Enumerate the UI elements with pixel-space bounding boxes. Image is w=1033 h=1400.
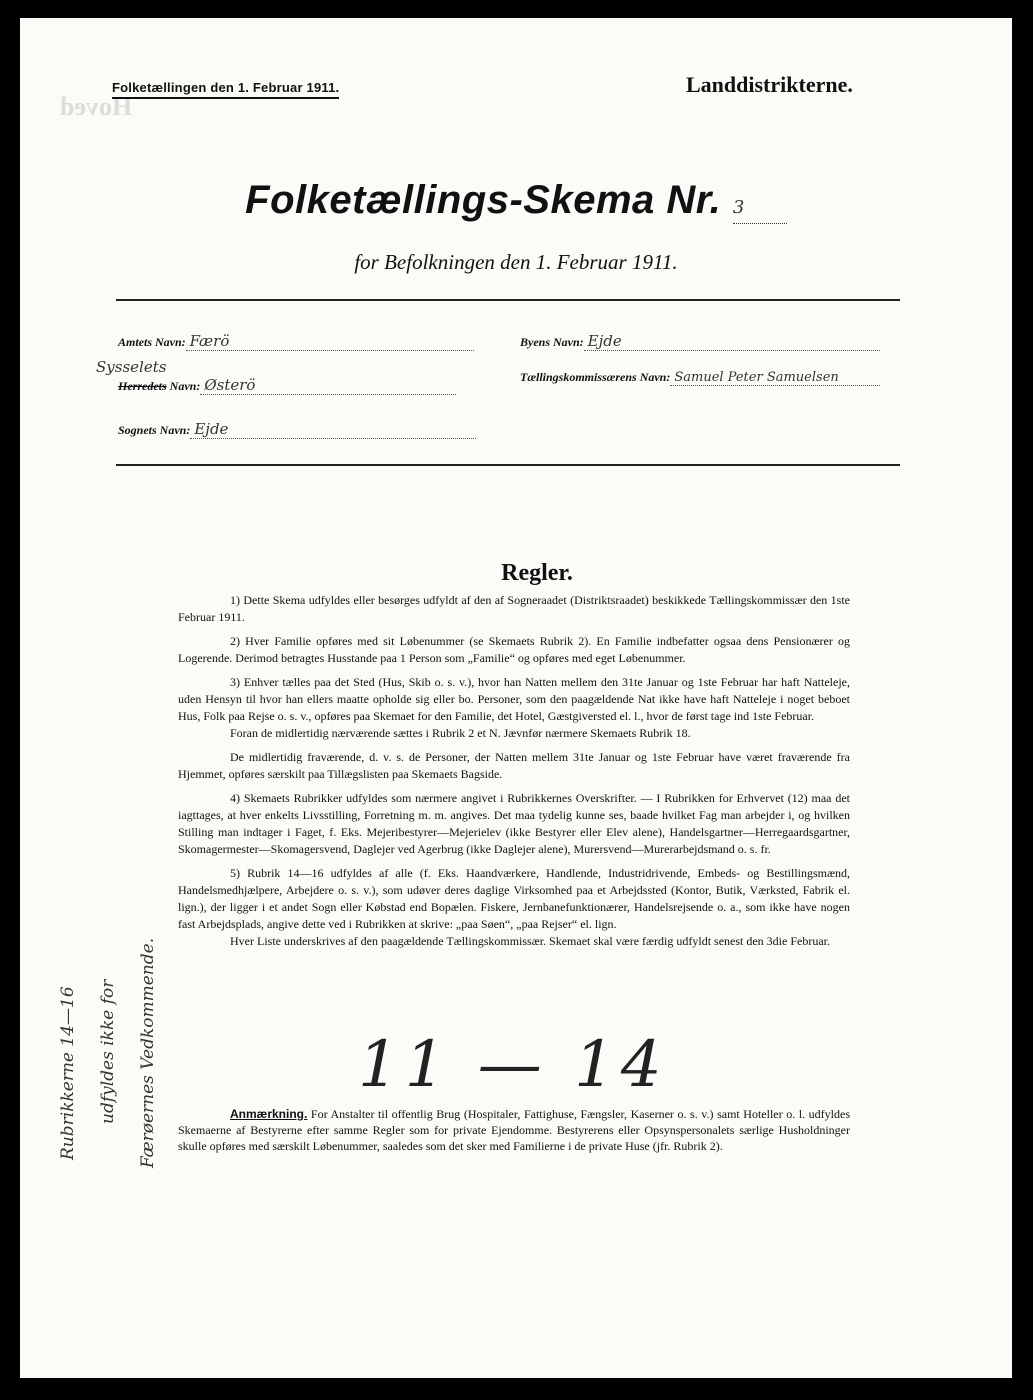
rule-paragraph: 1) Dette Skema udfyldes eller besørges udfyldt af den af Sogneraadet (Distriktsraadet) beskikkede Tællingskommissær den 1ste Februar 1911. (178, 593, 850, 624)
kommissaer-label: Tællingskommissærens Navn: (520, 370, 671, 384)
rule-paragraph: 2) Hver Familie opføres med sit Løbenummer (se Skemaets Rubrik 2). En Familie indbefatter ogsaa dens Pensionærer og Logerende. Derimod betragtes Husstande paa 1 Person som „Familie“ og opføres med eget Løbenummer. (178, 634, 850, 665)
note-label: Anmærkning. (230, 1107, 308, 1121)
rules-body (178, 592, 850, 957)
byens-value: Ejde (587, 332, 622, 350)
sogn-value: Ejde (194, 420, 229, 438)
header-district-type: Landdistrikterne. (686, 72, 853, 97)
handwritten-range: 11 — 14 (358, 1028, 668, 1102)
rule-paragraph: Hver Liste underskrives af den paagældende Tællingskommissær. Skemaet skal være færdig udfyldt senest den 3die Februar. (230, 934, 830, 948)
divider-top (116, 299, 900, 301)
kommissaer-field (520, 370, 880, 386)
rule-paragraph: 3) Enhver tælles paa det Sted (Hus, Skib o. s. v.), hvor han Natten mellem den 31te Januar og 1ste Februar har haft Natteleje, uden Hensyn til hvor han ellers maatte opholde sig eller bo. Personer, som den paagældende Nat ikke have haft Natteleje i noget beboet Hus, Folk paa Rejse o. s. v., opføres paa Skemaet for den Familie, det Hotel, Gæstgiversted el. l., hvor de først tage ind 1ste Februar. (178, 675, 850, 723)
form-title-text: Folketællings-Skema Nr. (245, 178, 722, 222)
rule-paragraph: 5) Rubrik 14—16 udfyldes af alle (f. Eks. Haandværkere, Handlende, Industridrivende, Embeds- og Bestillingsmænd, Handelsmedhjælpere, Arbejdere o. s. v.), som udøver deres daglige Virksomhed paa et Arbejdssted (Kontor, Butik, Værksted, Fabrik el. lign.), der ligger i et andet Sogn eller Købstad end Bopælen. Fiskere, Jernbanefunktionærer, Handelsrejsende o. a., som ikke have nogen fast Arbejdsplads, angive dette ved i Rubrikken at skrive: „paa Søen“, „paa Rejser“ el. lign. (178, 866, 850, 931)
herred-label-struck: Herredets (118, 379, 167, 393)
amt-field (118, 332, 474, 351)
byens-label: Byens Navn: (520, 335, 584, 349)
amt-label: Amtets Navn: (118, 335, 186, 349)
bleed-through-mark: Hoved (60, 92, 133, 121)
herred-field (118, 376, 456, 395)
sogn-field (118, 420, 476, 439)
rule-paragraph: Foran de midlertidig nærværende sættes i Rubrik 2 et N. Jævnfør nærmere Skemaets Rubrik 18. (230, 726, 691, 740)
margin-note-line-2: udfyldes ikke for (98, 979, 118, 1124)
note-text: For Anstalter til offentlig Brug (Hospitaler, Fattighuse, Fængsler, Kaserner o. s. v.) samt Hoteller o. l. udfyldes Skemaerne af Bestyrerne efter samme Regler som for private Ejendomme. Bestyrerens eller Opsynspersonalets særlige Husholdninger skulle opføres med særskilt Løbenummer, saaledes som det sker med Familierne i de private Huse (jfr. Rubrik 2). (178, 1107, 850, 1153)
margin-note-line-3: Færøernes Vedkommende. (138, 937, 158, 1168)
form-title (20, 178, 1012, 224)
form-subtitle: for Befolkningen den 1. Februar 1911. (354, 250, 678, 274)
form-number-field (733, 178, 787, 224)
header-census-date: Folketællingen den 1. Februar 1911. (112, 80, 339, 99)
herred-label-suffix: Navn: (169, 379, 201, 393)
margin-note-line-1: Rubrikkerne 14—16 (58, 986, 78, 1160)
herred-prefix-handwritten: Sysselets (96, 358, 167, 376)
rules-heading: Regler. (501, 560, 573, 586)
kommissaer-value: Samuel Peter Samuelsen (674, 370, 839, 385)
note-paragraph (178, 1106, 850, 1154)
sogn-label: Sognets Navn: (118, 423, 191, 437)
amt-value: Færö (189, 332, 230, 350)
form-number-value: 3 (732, 197, 745, 218)
census-form-page (20, 18, 1012, 1378)
herred-prefix-field (92, 358, 166, 376)
rule-paragraph: De midlertidig fraværende, d. v. s. de Personer, der Natten mellem 31te Januar og 1ste Februar have været fraværende fra Hjemmet, opføres særskilt paa Tillægslisten paa Skemaets Bagside. (178, 750, 850, 781)
rule-paragraph: 4) Skemaets Rubrikker udfyldes som nærmere angivet i Rubrikkernes Overskrifter. — I Rubrikken for Erhvervet (12) maa det iagttages, at hver enkelts Livsstilling, Forretning m. m. angives. Det maa tydelig kunne ses, baade hvilket Fag man arbejder i, og hvilken Stilling man indtager i Faget, f. Eks. Mejeribestyrer—Mejerielev (ikke Bestyrer eller Elev alene), Handelsgartner—Herregaardsgartner, Skomagermester—Skomagersvend, Daglejer ved Agerbrug (ikke Daglejer alene), Murersvend—Murerarbejdsmand o. s. fr. (178, 791, 850, 856)
divider-bottom (116, 464, 900, 466)
herred-value: Østerö (204, 376, 256, 394)
byens-field (520, 332, 880, 351)
